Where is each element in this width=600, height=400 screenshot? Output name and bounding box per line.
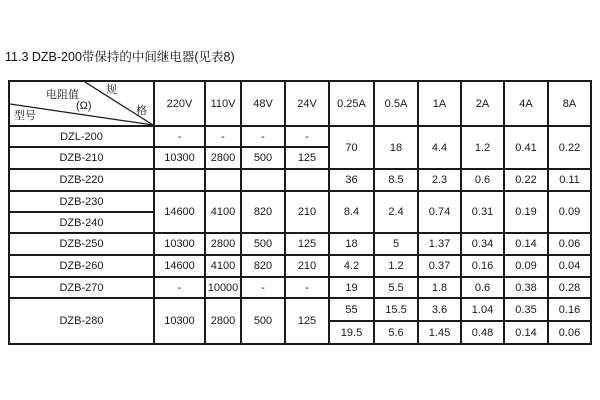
value-cell: 10300	[154, 147, 205, 169]
value-cell: 55	[329, 298, 374, 321]
header-cell-1a: 1A	[418, 81, 461, 126]
value-cell-merged: 18	[374, 126, 418, 169]
value-cell: 0.04	[548, 255, 591, 277]
value-cell-merged: 2800	[205, 298, 241, 344]
header-row	[9, 81, 591, 126]
model-cell-dzb-250: DZB-250	[9, 233, 154, 255]
value-cell: 0.28	[548, 277, 591, 298]
value-cell: 0.14	[504, 233, 548, 255]
value-cell: 8.5	[374, 169, 418, 191]
value-cell: 0.37	[418, 255, 461, 277]
row-dzb-250	[9, 233, 591, 255]
value-cell: 0.34	[461, 233, 504, 255]
header-cell-8a: 8A	[548, 81, 591, 126]
value-cell: 1.2	[374, 255, 418, 277]
value-cell-merged: 4.4	[418, 126, 461, 169]
value-cell-merged: 125	[285, 298, 329, 344]
value-cell: 15.5	[374, 298, 418, 321]
value-cell: 1.8	[418, 277, 461, 298]
value-cell: 820	[241, 255, 285, 277]
row-dzb-280	[9, 298, 591, 321]
value-cell-empty	[241, 169, 285, 191]
corner-cell	[9, 81, 154, 126]
value-cell: 19.5	[329, 321, 374, 344]
value-cell: 125	[285, 147, 329, 169]
value-cell: 14600	[154, 255, 205, 277]
value-cell: 500	[241, 233, 285, 255]
corner-spec-label-top: 规	[106, 84, 117, 96]
row-dzb-230	[9, 191, 591, 212]
value-cell: 0.11	[548, 169, 591, 191]
value-cell-merged: 0.41	[504, 126, 548, 169]
corner-resistance-unit: (Ω)	[76, 100, 92, 112]
value-cell-merged: 4100	[205, 191, 241, 233]
row-dzb-220	[9, 169, 591, 191]
value-cell: 0.16	[461, 255, 504, 277]
header-cell-2a: 2A	[461, 81, 504, 126]
value-cell: 500	[241, 147, 285, 169]
model-cell-dzb-270: DZB-270	[9, 277, 154, 298]
value-cell: -	[285, 277, 329, 298]
value-cell: -	[285, 126, 329, 147]
value-cell-empty	[205, 169, 241, 191]
page-title: 11.3 DZB-200带保持的中间继电器(见表8)	[5, 50, 235, 64]
row-dzb-260	[9, 255, 591, 277]
header-cell-48v: 48V	[241, 81, 285, 126]
model-cell-dzb-280: DZB-280	[9, 298, 154, 344]
corner-model-label: 型号	[14, 110, 36, 122]
value-cell-empty	[154, 169, 205, 191]
value-cell: 10300	[154, 233, 205, 255]
model-cell-dzl-200: DZL-200	[9, 126, 154, 147]
value-cell: 0.06	[548, 233, 591, 255]
row-dzl-200	[9, 126, 591, 147]
value-cell-merged: 70	[329, 126, 374, 169]
value-cell-merged: 0.31	[461, 191, 504, 233]
value-cell: 0.14	[504, 321, 548, 344]
value-cell: -	[154, 277, 205, 298]
value-cell: -	[205, 126, 241, 147]
value-cell-merged: 500	[241, 298, 285, 344]
value-cell-merged: 0.74	[418, 191, 461, 233]
value-cell-merged: 14600	[154, 191, 205, 233]
header-cell-0-25a: 0.25A	[329, 81, 374, 126]
value-cell: -	[241, 277, 285, 298]
value-cell: 5.6	[374, 321, 418, 344]
value-cell: 0.09	[504, 255, 548, 277]
corner-spec-label-bottom: 格	[136, 105, 147, 117]
value-cell-merged: 210	[285, 191, 329, 233]
value-cell: 0.16	[548, 298, 591, 321]
value-cell: 19	[329, 277, 374, 298]
row-dzb-270	[9, 277, 591, 298]
value-cell: 3.6	[418, 298, 461, 321]
value-cell: 210	[285, 255, 329, 277]
header-cell-110v: 110V	[205, 81, 241, 126]
header-cell-4a: 4A	[504, 81, 548, 126]
value-cell: 1.37	[418, 233, 461, 255]
value-cell-merged: 1.2	[461, 126, 504, 169]
value-cell: -	[241, 126, 285, 147]
value-cell: 0.06	[548, 321, 591, 344]
value-cell: 2800	[205, 147, 241, 169]
value-cell: 0.38	[504, 277, 548, 298]
value-cell-merged: 0.19	[504, 191, 548, 233]
value-cell-merged: 2.4	[374, 191, 418, 233]
value-cell: 1.45	[418, 321, 461, 344]
value-cell-merged: 0.09	[548, 191, 591, 233]
value-cell: 36	[329, 169, 374, 191]
model-cell-dzb-210: DZB-210	[9, 147, 154, 169]
value-cell: 125	[285, 233, 329, 255]
value-cell: 5	[374, 233, 418, 255]
value-cell-merged: 820	[241, 191, 285, 233]
value-cell: 1.04	[461, 298, 504, 321]
value-cell: 4100	[205, 255, 241, 277]
header-cell-220v: 220V	[154, 81, 205, 126]
corner-resistance-label: 电阻值	[46, 89, 79, 101]
value-cell: 5.5	[374, 277, 418, 298]
model-cell-dzb-230: DZB-230	[9, 191, 154, 212]
value-cell-merged: 10300	[154, 298, 205, 344]
model-cell-dzb-220: DZB-220	[9, 169, 154, 191]
model-cell-dzb-240: DZB-240	[9, 212, 154, 233]
value-cell-merged: 8.4	[329, 191, 374, 233]
value-cell: 4.2	[329, 255, 374, 277]
model-cell-dzb-260: DZB-260	[9, 255, 154, 277]
value-cell: 0.35	[504, 298, 548, 321]
header-cell-0-5a: 0.5A	[374, 81, 418, 126]
value-cell: 18	[329, 233, 374, 255]
value-cell: 0.6	[461, 169, 504, 191]
value-cell: 10000	[205, 277, 241, 298]
value-cell: 0.22	[504, 169, 548, 191]
value-cell: -	[154, 126, 205, 147]
value-cell: 2.3	[418, 169, 461, 191]
value-cell-empty	[285, 169, 329, 191]
value-cell: 0.48	[461, 321, 504, 344]
header-cell-24v: 24V	[285, 81, 329, 126]
value-cell: 0.6	[461, 277, 504, 298]
value-cell-merged: 0.22	[548, 126, 591, 169]
relay-resistance-table	[8, 80, 592, 345]
value-cell: 2800	[205, 233, 241, 255]
